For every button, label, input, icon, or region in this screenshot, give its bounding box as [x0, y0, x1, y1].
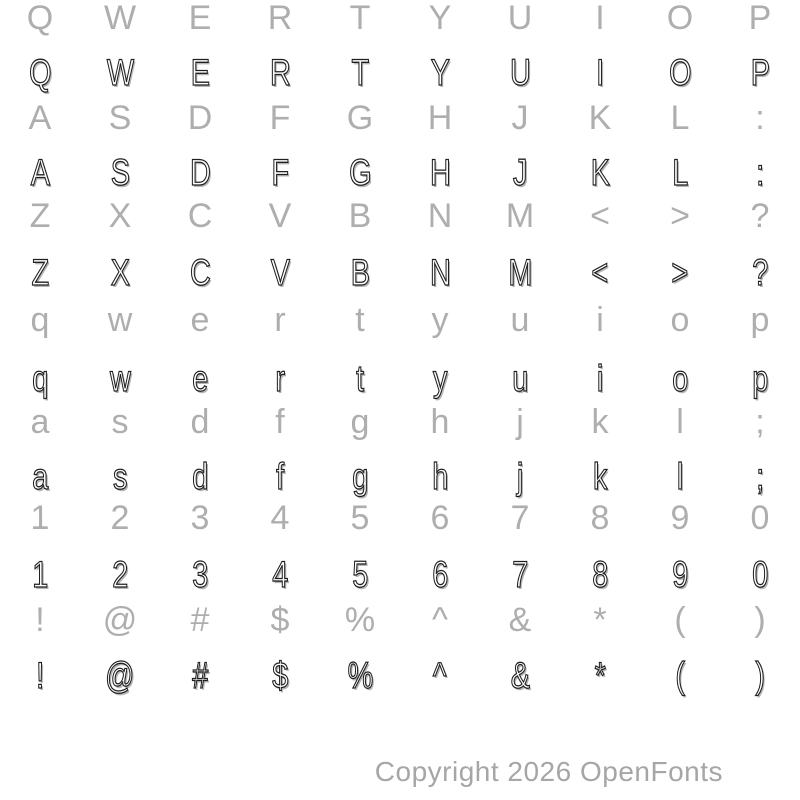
glyph-cell	[160, 454, 240, 500]
specimen-glyph: a	[31, 456, 49, 497]
glyph-cell: Z	[29, 197, 51, 235]
reference-row-symbols	[0, 600, 800, 640]
glyph-cell: F	[269, 99, 291, 137]
specimen-glyph: N	[429, 252, 451, 293]
glyph-cell: f	[275, 403, 285, 441]
specimen-glyph: E	[190, 52, 210, 93]
glyph-cell: P	[748, 0, 772, 37]
specimen-glyph: G	[348, 152, 372, 193]
glyph-cell	[160, 150, 240, 196]
glyph-cell: E	[188, 0, 212, 37]
glyph-cell: g	[350, 403, 370, 441]
glyph-cell	[400, 250, 480, 296]
glyph-cell	[560, 150, 640, 196]
glyph-cell: (	[674, 601, 686, 639]
glyph-cell	[480, 250, 560, 296]
reference-row-lowercase-home	[0, 402, 800, 442]
glyph-cell: ;	[755, 403, 765, 441]
glyph-cell: 2	[110, 499, 130, 537]
glyph-cell	[720, 653, 800, 699]
specimen-glyph: 5	[351, 554, 369, 595]
glyph-cell: T	[349, 0, 371, 37]
glyph-cell: G	[346, 99, 374, 137]
glyph-cell: 0	[750, 499, 770, 537]
specimen-glyph: w	[109, 358, 131, 399]
specimen-glyph: !	[35, 655, 45, 696]
glyph-cell	[640, 150, 720, 196]
glyph-cell	[80, 150, 160, 196]
glyph-cell: a	[30, 403, 50, 441]
reference-row-uppercase-bottom	[0, 196, 800, 236]
specimen-glyph: O	[668, 52, 692, 93]
specimen-glyph: ?	[751, 252, 769, 293]
glyph-cell	[80, 552, 160, 598]
specimen-glyph: ^	[433, 655, 447, 696]
glyph-cell	[160, 653, 240, 699]
glyph-cell: 9	[670, 499, 690, 537]
glyph-cell: K	[588, 99, 612, 137]
glyph-cell: Q	[26, 0, 54, 37]
specimen-glyph: o	[671, 358, 689, 399]
specimen-glyph: u	[511, 358, 529, 399]
glyph-cell: R	[267, 0, 293, 37]
glyph-cell	[400, 50, 480, 96]
glyph-cell	[0, 552, 80, 598]
glyph-cell	[0, 150, 80, 196]
glyph-cell: h	[430, 403, 450, 441]
specimen-glyph: g	[351, 456, 369, 497]
glyph-cell: 8	[590, 499, 610, 537]
specimen-glyph: h	[431, 456, 449, 497]
specimen-glyph: p	[751, 358, 769, 399]
specimen-row-digits	[0, 552, 800, 598]
glyph-cell	[560, 356, 640, 402]
glyph-cell: p	[750, 301, 770, 339]
specimen-glyph: X	[110, 252, 130, 293]
glyph-cell	[80, 454, 160, 500]
glyph-cell: B	[348, 197, 372, 235]
specimen-glyph: $	[271, 655, 289, 696]
specimen-glyph: j	[516, 456, 524, 497]
glyph-cell	[480, 50, 560, 96]
glyph-cell	[400, 653, 480, 699]
specimen-glyph: 4	[271, 554, 289, 595]
specimen-glyph: *	[594, 655, 606, 696]
glyph-cell	[560, 552, 640, 598]
specimen-glyph: U	[509, 52, 531, 93]
specimen-glyph: %	[347, 655, 373, 696]
glyph-cell: O	[666, 0, 694, 37]
specimen-glyph: i	[596, 358, 604, 399]
glyph-cell: k	[591, 403, 609, 441]
specimen-glyph: )	[755, 655, 765, 696]
specimen-glyph: Y	[430, 52, 450, 93]
glyph-cell	[0, 454, 80, 500]
glyph-cell: V	[268, 197, 292, 235]
glyph-cell	[320, 653, 400, 699]
specimen-glyph: ;	[755, 456, 765, 497]
glyph-cell	[80, 653, 160, 699]
glyph-cell	[480, 356, 560, 402]
glyph-cell	[720, 454, 800, 500]
glyph-cell	[240, 552, 320, 598]
glyph-cell: 3	[190, 499, 210, 537]
glyph-cell	[80, 356, 160, 402]
glyph-cell	[400, 356, 480, 402]
glyph-cell: )	[754, 601, 766, 639]
glyph-cell	[480, 552, 560, 598]
glyph-cell: 5	[350, 499, 370, 537]
glyph-cell	[320, 150, 400, 196]
glyph-cell: S	[108, 99, 132, 137]
glyph-cell	[400, 454, 480, 500]
specimen-row-uppercase-top	[0, 50, 800, 96]
specimen-glyph: q	[31, 358, 49, 399]
glyph-cell	[400, 150, 480, 196]
glyph-cell: j	[516, 403, 524, 441]
glyph-cell: i	[596, 301, 604, 339]
glyph-cell: @	[102, 601, 138, 639]
glyph-cell	[160, 356, 240, 402]
specimen-glyph: 3	[191, 554, 209, 595]
glyph-cell: w	[107, 301, 133, 339]
specimen-glyph: T	[351, 52, 369, 93]
glyph-cell	[0, 250, 80, 296]
glyph-cell	[640, 552, 720, 598]
glyph-cell	[80, 50, 160, 96]
specimen-row-lowercase-home	[0, 454, 800, 500]
glyph-cell	[560, 250, 640, 296]
glyph-cell: :	[755, 99, 765, 137]
glyph-cell: q	[30, 301, 50, 339]
glyph-cell: r	[274, 301, 286, 339]
specimen-glyph: K	[590, 152, 610, 193]
glyph-cell	[320, 454, 400, 500]
glyph-cell	[480, 150, 560, 196]
reference-row-lowercase-top	[0, 300, 800, 340]
specimen-glyph: Z	[31, 252, 49, 293]
reference-row-uppercase-home	[0, 98, 800, 138]
specimen-glyph: V	[270, 252, 290, 293]
glyph-cell	[320, 250, 400, 296]
specimen-glyph: 9	[671, 554, 689, 595]
glyph-cell: L	[670, 99, 690, 137]
glyph-cell	[160, 50, 240, 96]
glyph-cell	[0, 653, 80, 699]
glyph-cell: d	[190, 403, 210, 441]
glyph-cell	[400, 552, 480, 598]
glyph-cell: ^	[432, 601, 448, 639]
specimen-glyph: Q	[28, 52, 52, 93]
glyph-cell: >	[670, 197, 690, 235]
glyph-cell: !	[35, 601, 45, 639]
glyph-cell	[240, 454, 320, 500]
glyph-cell: 4	[270, 499, 290, 537]
glyph-cell	[320, 552, 400, 598]
specimen-glyph: C	[189, 252, 211, 293]
specimen-glyph: A	[30, 152, 50, 193]
specimen-glyph: P	[750, 52, 770, 93]
glyph-cell: <	[590, 197, 610, 235]
glyph-cell	[560, 653, 640, 699]
glyph-cell: I	[595, 0, 605, 37]
specimen-glyph: s	[112, 456, 128, 497]
glyph-cell	[480, 454, 560, 500]
glyph-cell	[240, 653, 320, 699]
glyph-cell: 6	[430, 499, 450, 537]
glyph-cell: l	[676, 403, 684, 441]
glyph-cell: N	[427, 197, 453, 235]
specimen-glyph: #	[191, 655, 209, 696]
specimen-row-symbols	[0, 653, 800, 699]
glyph-cell	[240, 50, 320, 96]
glyph-cell: t	[355, 301, 365, 339]
specimen-glyph: H	[429, 152, 451, 193]
glyph-cell	[240, 250, 320, 296]
glyph-cell	[0, 356, 80, 402]
glyph-cell: #	[190, 601, 210, 639]
glyph-cell: y	[431, 301, 449, 339]
glyph-cell	[640, 250, 720, 296]
glyph-cell: U	[507, 0, 533, 37]
glyph-cell	[0, 50, 80, 96]
specimen-glyph: @	[105, 655, 135, 696]
glyph-cell: &	[508, 601, 532, 639]
glyph-cell: u	[510, 301, 530, 339]
glyph-cell: A	[28, 99, 52, 137]
copyright-text: Copyright 2026 OpenFonts	[374, 756, 723, 787]
specimen-glyph: S	[110, 152, 130, 193]
glyph-cell	[720, 250, 800, 296]
glyph-cell: $	[270, 601, 290, 639]
specimen-glyph: >	[671, 252, 689, 293]
specimen-glyph: d	[191, 456, 209, 497]
glyph-cell: W	[103, 0, 137, 37]
glyph-cell: H	[427, 99, 453, 137]
specimen-glyph: L	[671, 152, 689, 193]
glyph-cell: Y	[428, 0, 452, 37]
specimen-glyph: l	[676, 456, 684, 497]
glyph-cell: D	[187, 99, 213, 137]
specimen-glyph: 7	[511, 554, 529, 595]
glyph-cell	[720, 552, 800, 598]
specimen-glyph: t	[355, 358, 365, 399]
specimen-glyph: e	[191, 358, 209, 399]
glyph-cell	[640, 50, 720, 96]
glyph-cell	[80, 250, 160, 296]
glyph-cell	[640, 653, 720, 699]
glyph-cell: ?	[750, 197, 770, 235]
specimen-row-uppercase-bottom	[0, 250, 800, 296]
glyph-cell	[160, 250, 240, 296]
glyph-cell: *	[593, 601, 607, 639]
reference-row-digits	[0, 498, 800, 538]
specimen-glyph: I	[595, 52, 605, 93]
glyph-cell: s	[111, 403, 129, 441]
glyph-cell	[320, 50, 400, 96]
specimen-glyph: 2	[111, 554, 129, 595]
glyph-cell: o	[670, 301, 690, 339]
specimen-glyph: M	[507, 252, 533, 293]
specimen-glyph: 0	[751, 554, 769, 595]
specimen-glyph: W	[106, 52, 134, 93]
specimen-glyph: :	[755, 152, 765, 193]
glyph-cell	[240, 356, 320, 402]
glyph-cell: e	[190, 301, 210, 339]
specimen-glyph: 6	[431, 554, 449, 595]
glyph-cell	[640, 356, 720, 402]
specimen-glyph: r	[275, 358, 285, 399]
glyph-cell	[720, 356, 800, 402]
glyph-cell	[480, 653, 560, 699]
glyph-cell	[320, 356, 400, 402]
specimen-glyph: y	[432, 358, 448, 399]
specimen-row-lowercase-top	[0, 356, 800, 402]
specimen-glyph: <	[591, 252, 609, 293]
specimen-glyph: &	[510, 655, 530, 696]
specimen-glyph: 8	[591, 554, 609, 595]
reference-row-uppercase-top	[0, 0, 800, 38]
glyph-cell	[720, 150, 800, 196]
specimen-glyph: 1	[31, 554, 49, 595]
glyph-cell: X	[108, 197, 132, 235]
glyph-cell	[160, 552, 240, 598]
glyph-cell: M	[505, 197, 535, 235]
specimen-glyph: B	[350, 252, 370, 293]
glyph-cell: J	[511, 99, 529, 137]
glyph-cell: %	[344, 601, 376, 639]
glyph-cell	[560, 454, 640, 500]
specimen-glyph: D	[189, 152, 211, 193]
glyph-cell	[640, 454, 720, 500]
glyph-cell: 1	[30, 499, 50, 537]
glyph-cell	[560, 50, 640, 96]
glyph-cell: C	[187, 197, 213, 235]
specimen-glyph: f	[275, 456, 285, 497]
glyph-cell	[240, 150, 320, 196]
specimen-glyph: (	[675, 655, 685, 696]
specimen-glyph: J	[512, 152, 528, 193]
glyph-cell	[720, 50, 800, 96]
specimen-glyph: k	[592, 456, 608, 497]
specimen-row-uppercase-home	[0, 150, 800, 196]
specimen-glyph: R	[269, 52, 291, 93]
glyph-cell: 7	[510, 499, 530, 537]
specimen-glyph: F	[271, 152, 289, 193]
